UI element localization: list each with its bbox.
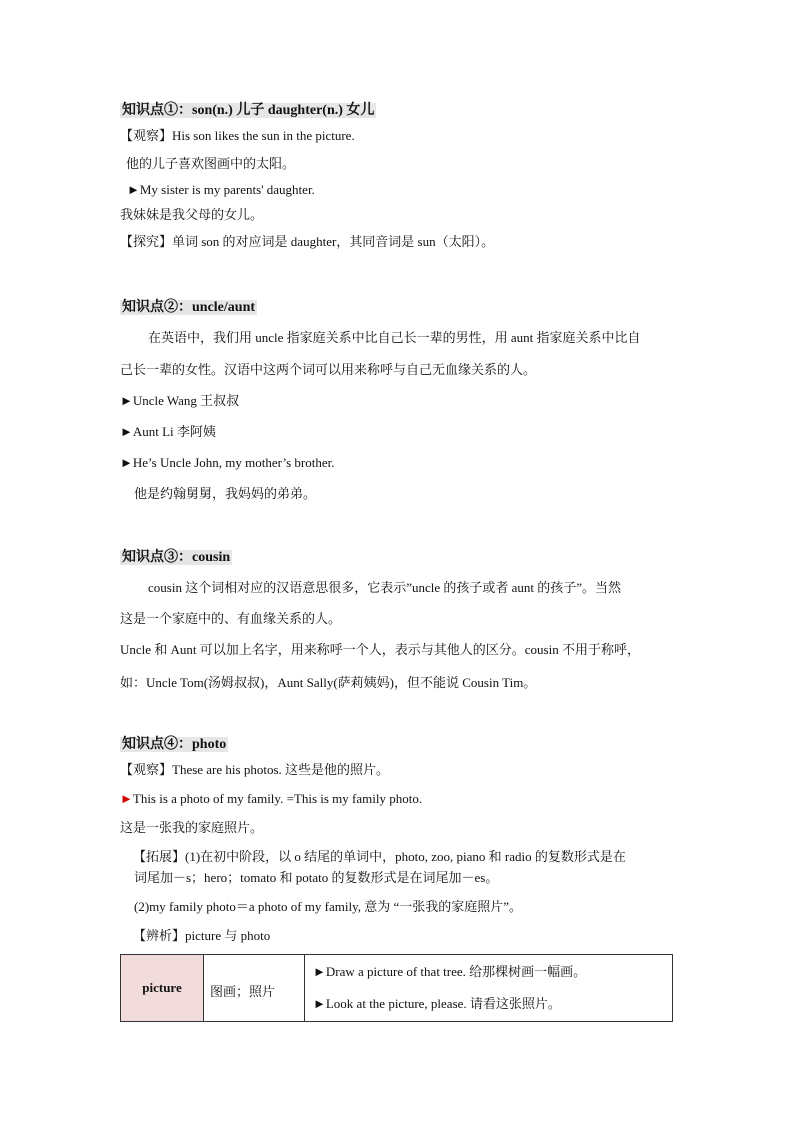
observe-translation: 他的儿子喜欢图画中的太阳。 [126, 156, 296, 171]
section-heading-uncle-aunt: 知识点②：uncle/aunt [122, 300, 256, 315]
cousin-paragraph-line-3: Uncle 和 Aunt 可以加上名字，用来称呼一个人，表示与其他人的区分。cousin 不用于称呼， [120, 642, 640, 657]
table-example-cell [305, 955, 673, 1022]
section-heading-cousin: 知识点③：cousin [122, 550, 231, 565]
expand-line-2: 词尾加－s；hero；tomato 和 potato 的复数形式是在词尾加－es。 [134, 870, 499, 885]
uncle-aunt-paragraph-line-2: 己长一辈的女性。汉语中这两个词可以用来称呼与自己无血缘关系的人。 [120, 362, 537, 377]
table-example-2: ►Look at the picture, please. 请看这张照片。 [313, 996, 561, 1011]
example-line [127, 181, 315, 199]
explore-line: 【探究】单词 son 的对应词是 daughter，其同音词是 sun（太阳）。 [120, 234, 495, 249]
example-translation: 我妹妹是我父母的女儿。 [120, 207, 264, 222]
cousin-paragraph-line-1: cousin 这个词相对应的汉语意思很多，它表示”uncle 的孩子或者 aunt 的孩子”。当然 [148, 580, 622, 595]
red-triangle-bullet-icon: ► [120, 791, 133, 806]
triangle-bullet-icon: ► [127, 182, 140, 197]
example-text: My sister is my parents' daughter. [139, 182, 315, 197]
uncle-aunt-paragraph-line-1: 在英语中，我们用 uncle 指家庭关系中比自己长一辈的男性，用 aunt 指家庭关系中比自 [148, 330, 641, 345]
table-example-1: ►Draw a picture of that tree. 给那棵树画一幅画。 [313, 964, 587, 979]
table-meaning-cell: 图画；照片 [204, 955, 305, 1022]
photo-example-text: This is a photo of my family. =This is my family photo. [132, 791, 423, 806]
example-uncle-john-translation: 他是约翰舅舅，我妈妈的弟弟。 [134, 486, 317, 501]
cousin-paragraph-line-2: 这是一个家庭中的、有血缘关系的人。 [120, 611, 342, 626]
photo-example-translation: 这是一张我的家庭照片。 [120, 820, 264, 835]
photo-example-line [120, 790, 422, 808]
picture-photo-table [120, 954, 673, 1022]
observe-line: 【观察】His son likes the sun in the picture. [120, 128, 355, 143]
example-aunt-li: ►Aunt Li 李阿姨 [120, 424, 216, 439]
expand-line-1: 【拓展】(1)在初中阶段，以 o 结尾的单词中，photo, zoo, piano 和 radio 的复数形式是在 [133, 849, 626, 864]
photo-observe-line: 【观察】These are his photos. 这些是他的照片。 [120, 762, 390, 777]
cousin-paragraph-line-4: 如：Uncle Tom(汤姆叔叔)，Aunt Sally(萨莉姨妈)，但不能说 Cousin Tim。 [120, 675, 537, 690]
example-uncle-wang: ►Uncle Wang 王叔叔 [120, 393, 240, 408]
expand-line-3: (2)my family photo＝a photo of my family, 意为 “一张我的家庭照片”。 [134, 899, 523, 914]
table-word-cell: picture [121, 955, 204, 1022]
section-heading-photo: 知识点④：photo [122, 737, 227, 752]
section-heading-son-daughter: 知识点①：son(n.) 儿子 daughter(n.) 女儿 [122, 103, 375, 118]
example-uncle-john: ►He’s Uncle John, my mother’s brother. [120, 455, 335, 470]
analyze-line: 【辨析】picture 与 photo [133, 928, 271, 943]
